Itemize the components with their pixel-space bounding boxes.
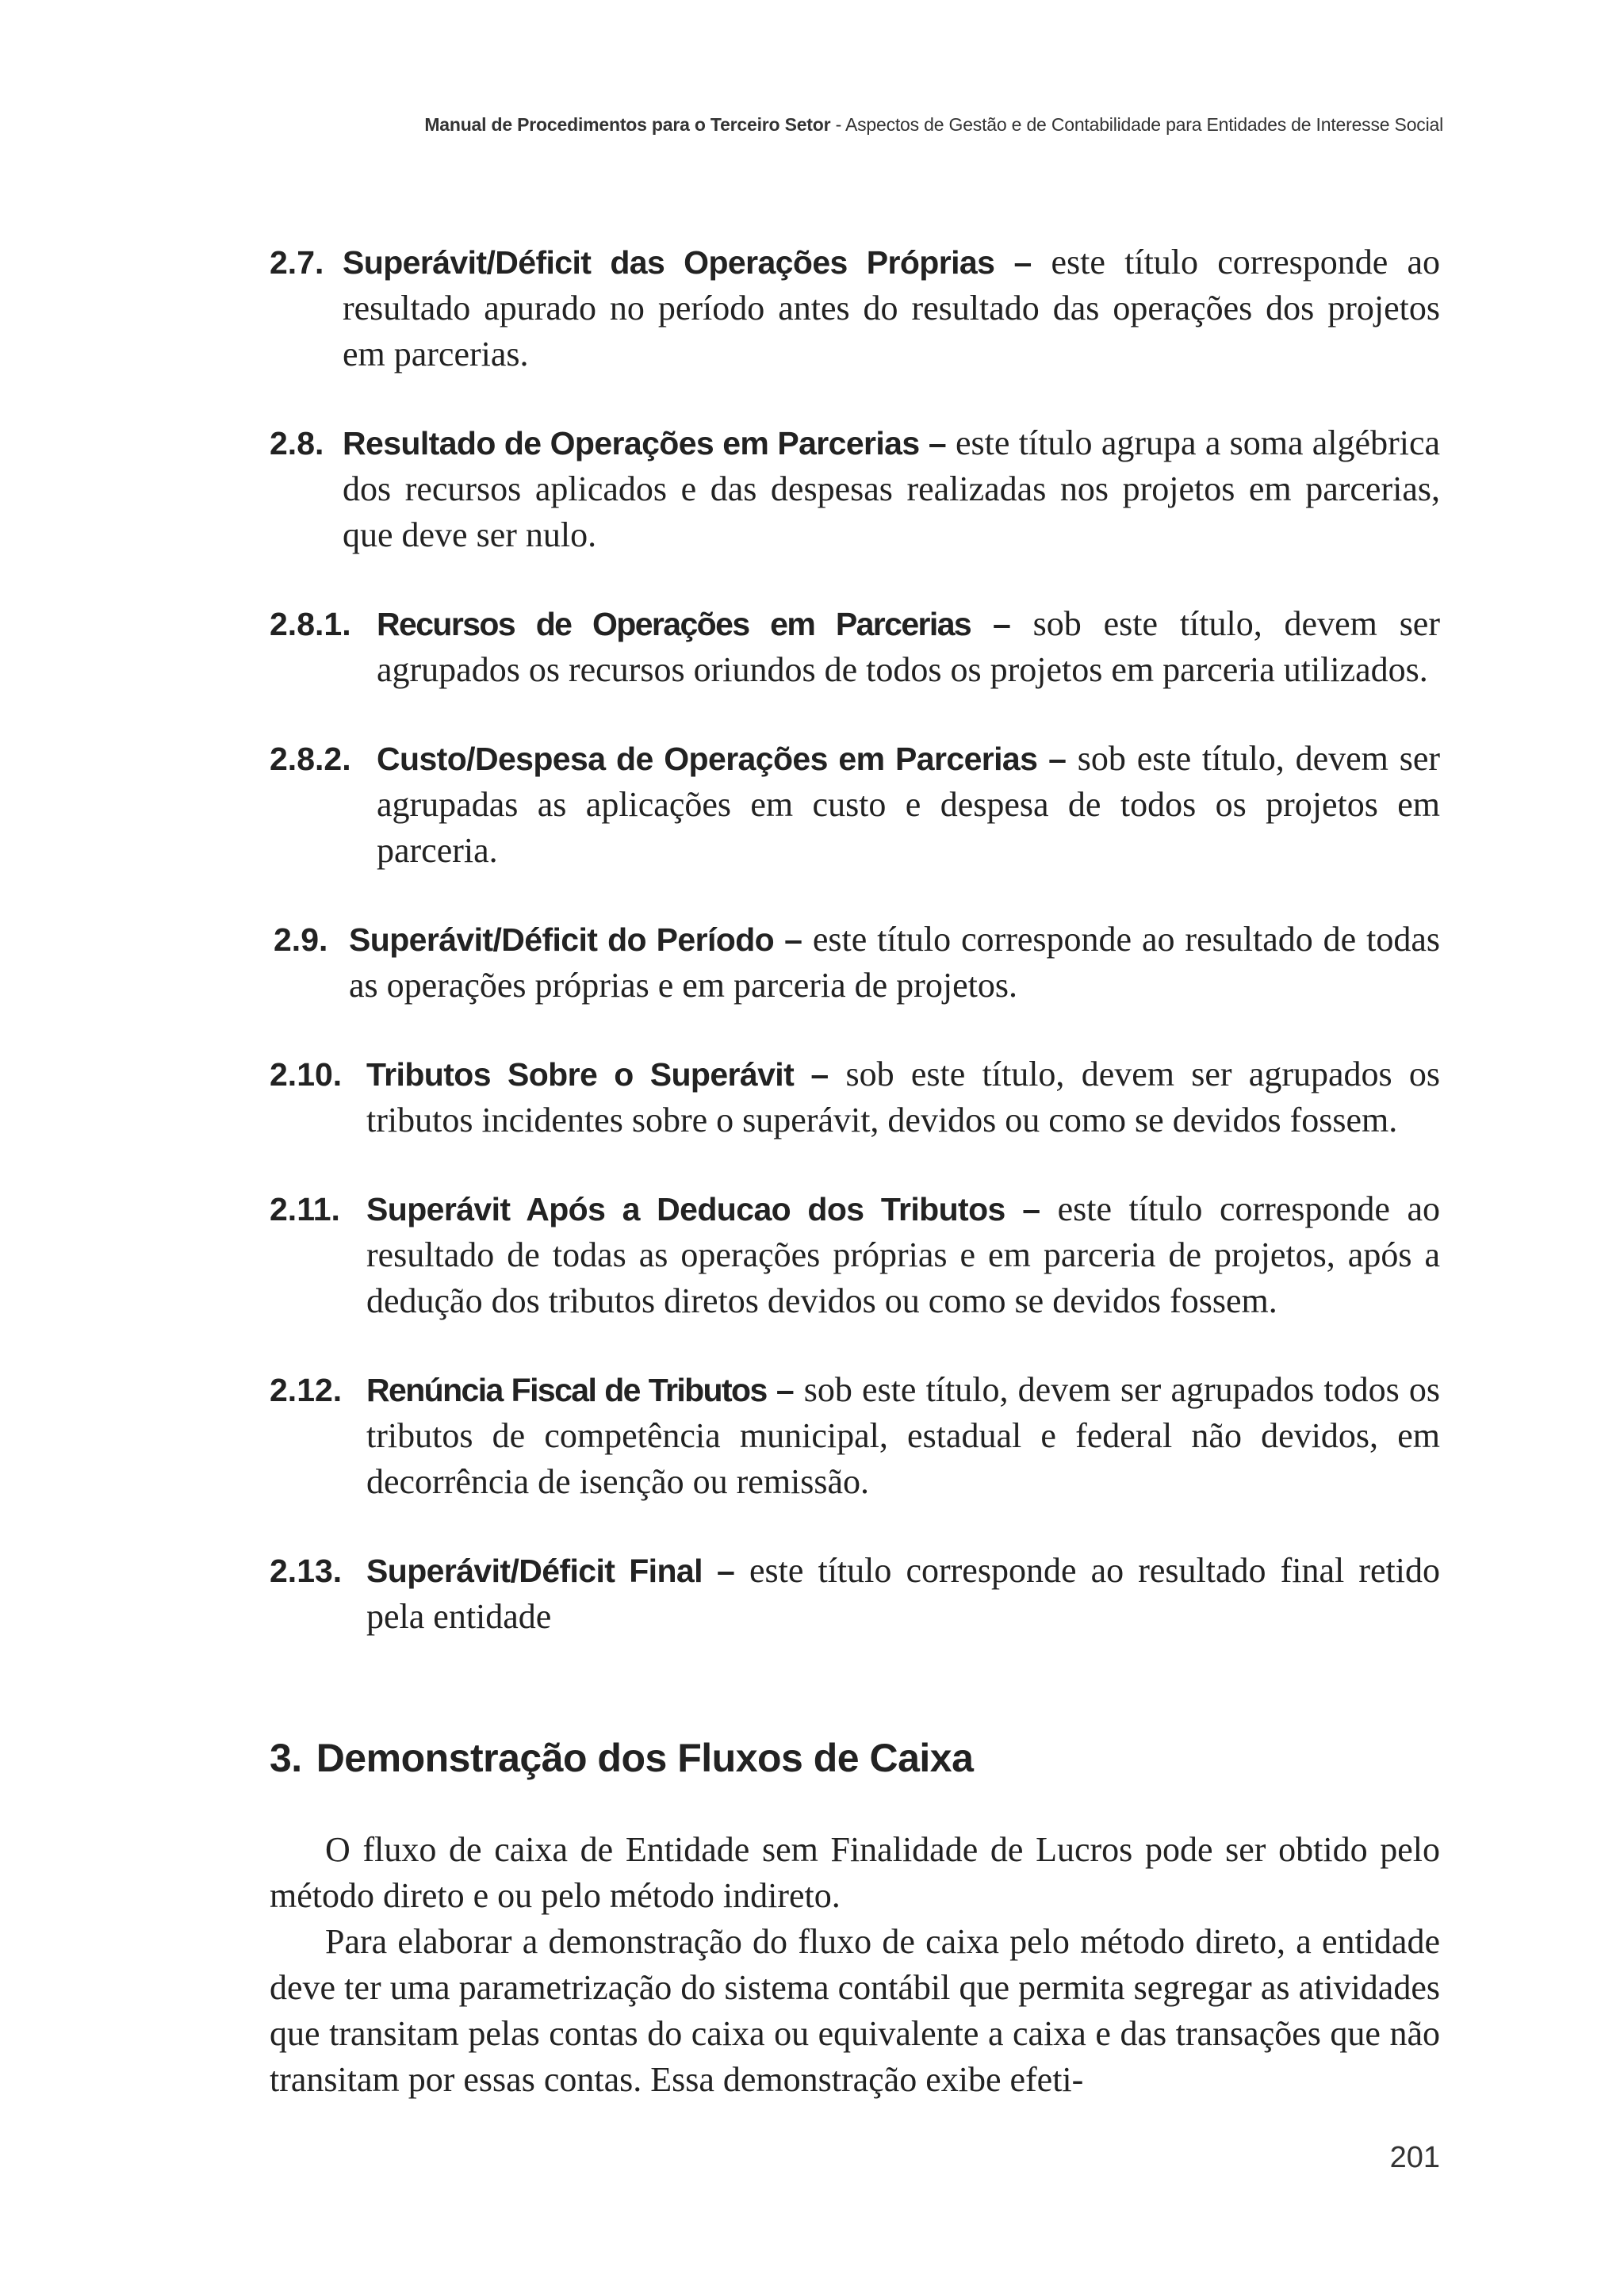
item-dash: – [992, 606, 1011, 642]
item-dash: – [717, 1553, 735, 1589]
item-number: 2.8. [270, 425, 324, 461]
list-item [270, 601, 1440, 693]
item-number: 2.11. [270, 1191, 340, 1227]
item-dash: – [1022, 1191, 1041, 1227]
item-dash: – [1013, 244, 1032, 281]
item-number: 2.7. [270, 244, 324, 281]
body-paragraph: Para elaborar a demonstração do fluxo de caixa pelo método direto, a entidade deve ter uma parametrização do sistema contábil que permita segregar as atividades que transitam pelas contas do caixa ou equivalente a caixa e das transações que não transitam por essas contas. Essa demonstração exibe efeti- [270, 1922, 1440, 2099]
item-dash: – [784, 921, 802, 958]
item-title: Superávit/Déficit Final [366, 1553, 703, 1589]
item-text: sob este título, devem ser agrupadas as aplicações em custo e despesa de todos os projetos em parceria. [377, 739, 1441, 870]
item-dash: – [1048, 741, 1067, 777]
item-text: este título corresponde ao resultado de todas as operações próprias e em parceria de projetos, após a dedução dos tributos diretos devidos ou como se devidos fossem. [366, 1189, 1441, 1320]
item-number: 2.8.1. [270, 606, 351, 642]
list-item [270, 917, 1440, 1009]
item-text: sob este título, devem ser agrupados os recursos oriundos de todos os projetos em parceria utilizados. [377, 604, 1440, 689]
item-number: 2.8.2. [270, 741, 351, 777]
list-item [270, 1548, 1440, 1640]
item-number: 2.13. [270, 1553, 343, 1589]
item-dash: – [928, 425, 947, 461]
item-title: Recursos de Operações em Parcerias [377, 606, 971, 642]
item-text: este título corresponde ao resultado final retido pela entidade [366, 1551, 1440, 1636]
item-title: Superávit/Déficit do Período [349, 921, 775, 958]
section-number: 3. [270, 1736, 302, 1780]
list-item [270, 239, 1440, 377]
item-text: este título agrupa a soma algébrica dos recursos aplicados e das despesas realizadas nos projetos em parcerias, que deve ser nulo. [343, 423, 1440, 554]
list-item [270, 1367, 1440, 1505]
section-title: Demonstração dos Fluxos de Caixa [316, 1736, 974, 1780]
header-book-title: Manual de Procedimentos para o Terceiro Setor [424, 114, 831, 135]
item-title: Resultado de Operações em Parcerias [343, 425, 920, 461]
item-title: Renúncia Fiscal de Tributos [366, 1372, 767, 1408]
item-title: Superávit Após a Deducao dos Tributos [366, 1191, 1005, 1227]
page-body [270, 239, 1440, 2103]
page-number: 201 [1389, 2141, 1440, 2174]
item-number: 2.12. [270, 1372, 343, 1408]
list-item [270, 1186, 1440, 1324]
list-item [270, 420, 1440, 558]
item-text: este título corresponde ao resultado de todas as operações próprias e em parceria de projetos. [349, 920, 1441, 1005]
body-paragraph: O fluxo de caixa de Entidade sem Finalidade de Lucros pode ser obtido pelo método direto e ou pelo método indireto. [270, 1830, 1440, 1915]
item-text: sob este título, devem ser agrupados os tributos incidentes sobre o superávit, devidos ou como se devidos fossem. [366, 1055, 1441, 1139]
item-title: Superávit/Déficit das Operações Próprias [343, 244, 995, 281]
item-number: 2.10. [270, 1056, 343, 1093]
list-item [270, 1051, 1440, 1143]
item-title: Custo/Despesa de Operações em Parcerias [377, 741, 1038, 777]
item-dash: – [776, 1372, 795, 1408]
item-text: sob este título, devem ser agrupados todos os tributos de competência municipal, estadual e federal não devidos, em decorrência de isenção ou remissão. [366, 1370, 1441, 1501]
section-heading [270, 1735, 1440, 1781]
item-text: este título corresponde ao resultado apurado no período antes do resultado das operações dos projetos em parcerias. [343, 243, 1440, 373]
running-header [424, 114, 1443, 136]
item-dash: – [810, 1056, 829, 1093]
list-item [270, 736, 1440, 874]
header-book-subtitle: - Aspectos de Gestão e de Contabilidade para Entidades de Interesse Social [830, 114, 1443, 135]
item-title: Tributos Sobre o Superávit [366, 1056, 795, 1093]
item-number: 2.9. [274, 921, 328, 958]
